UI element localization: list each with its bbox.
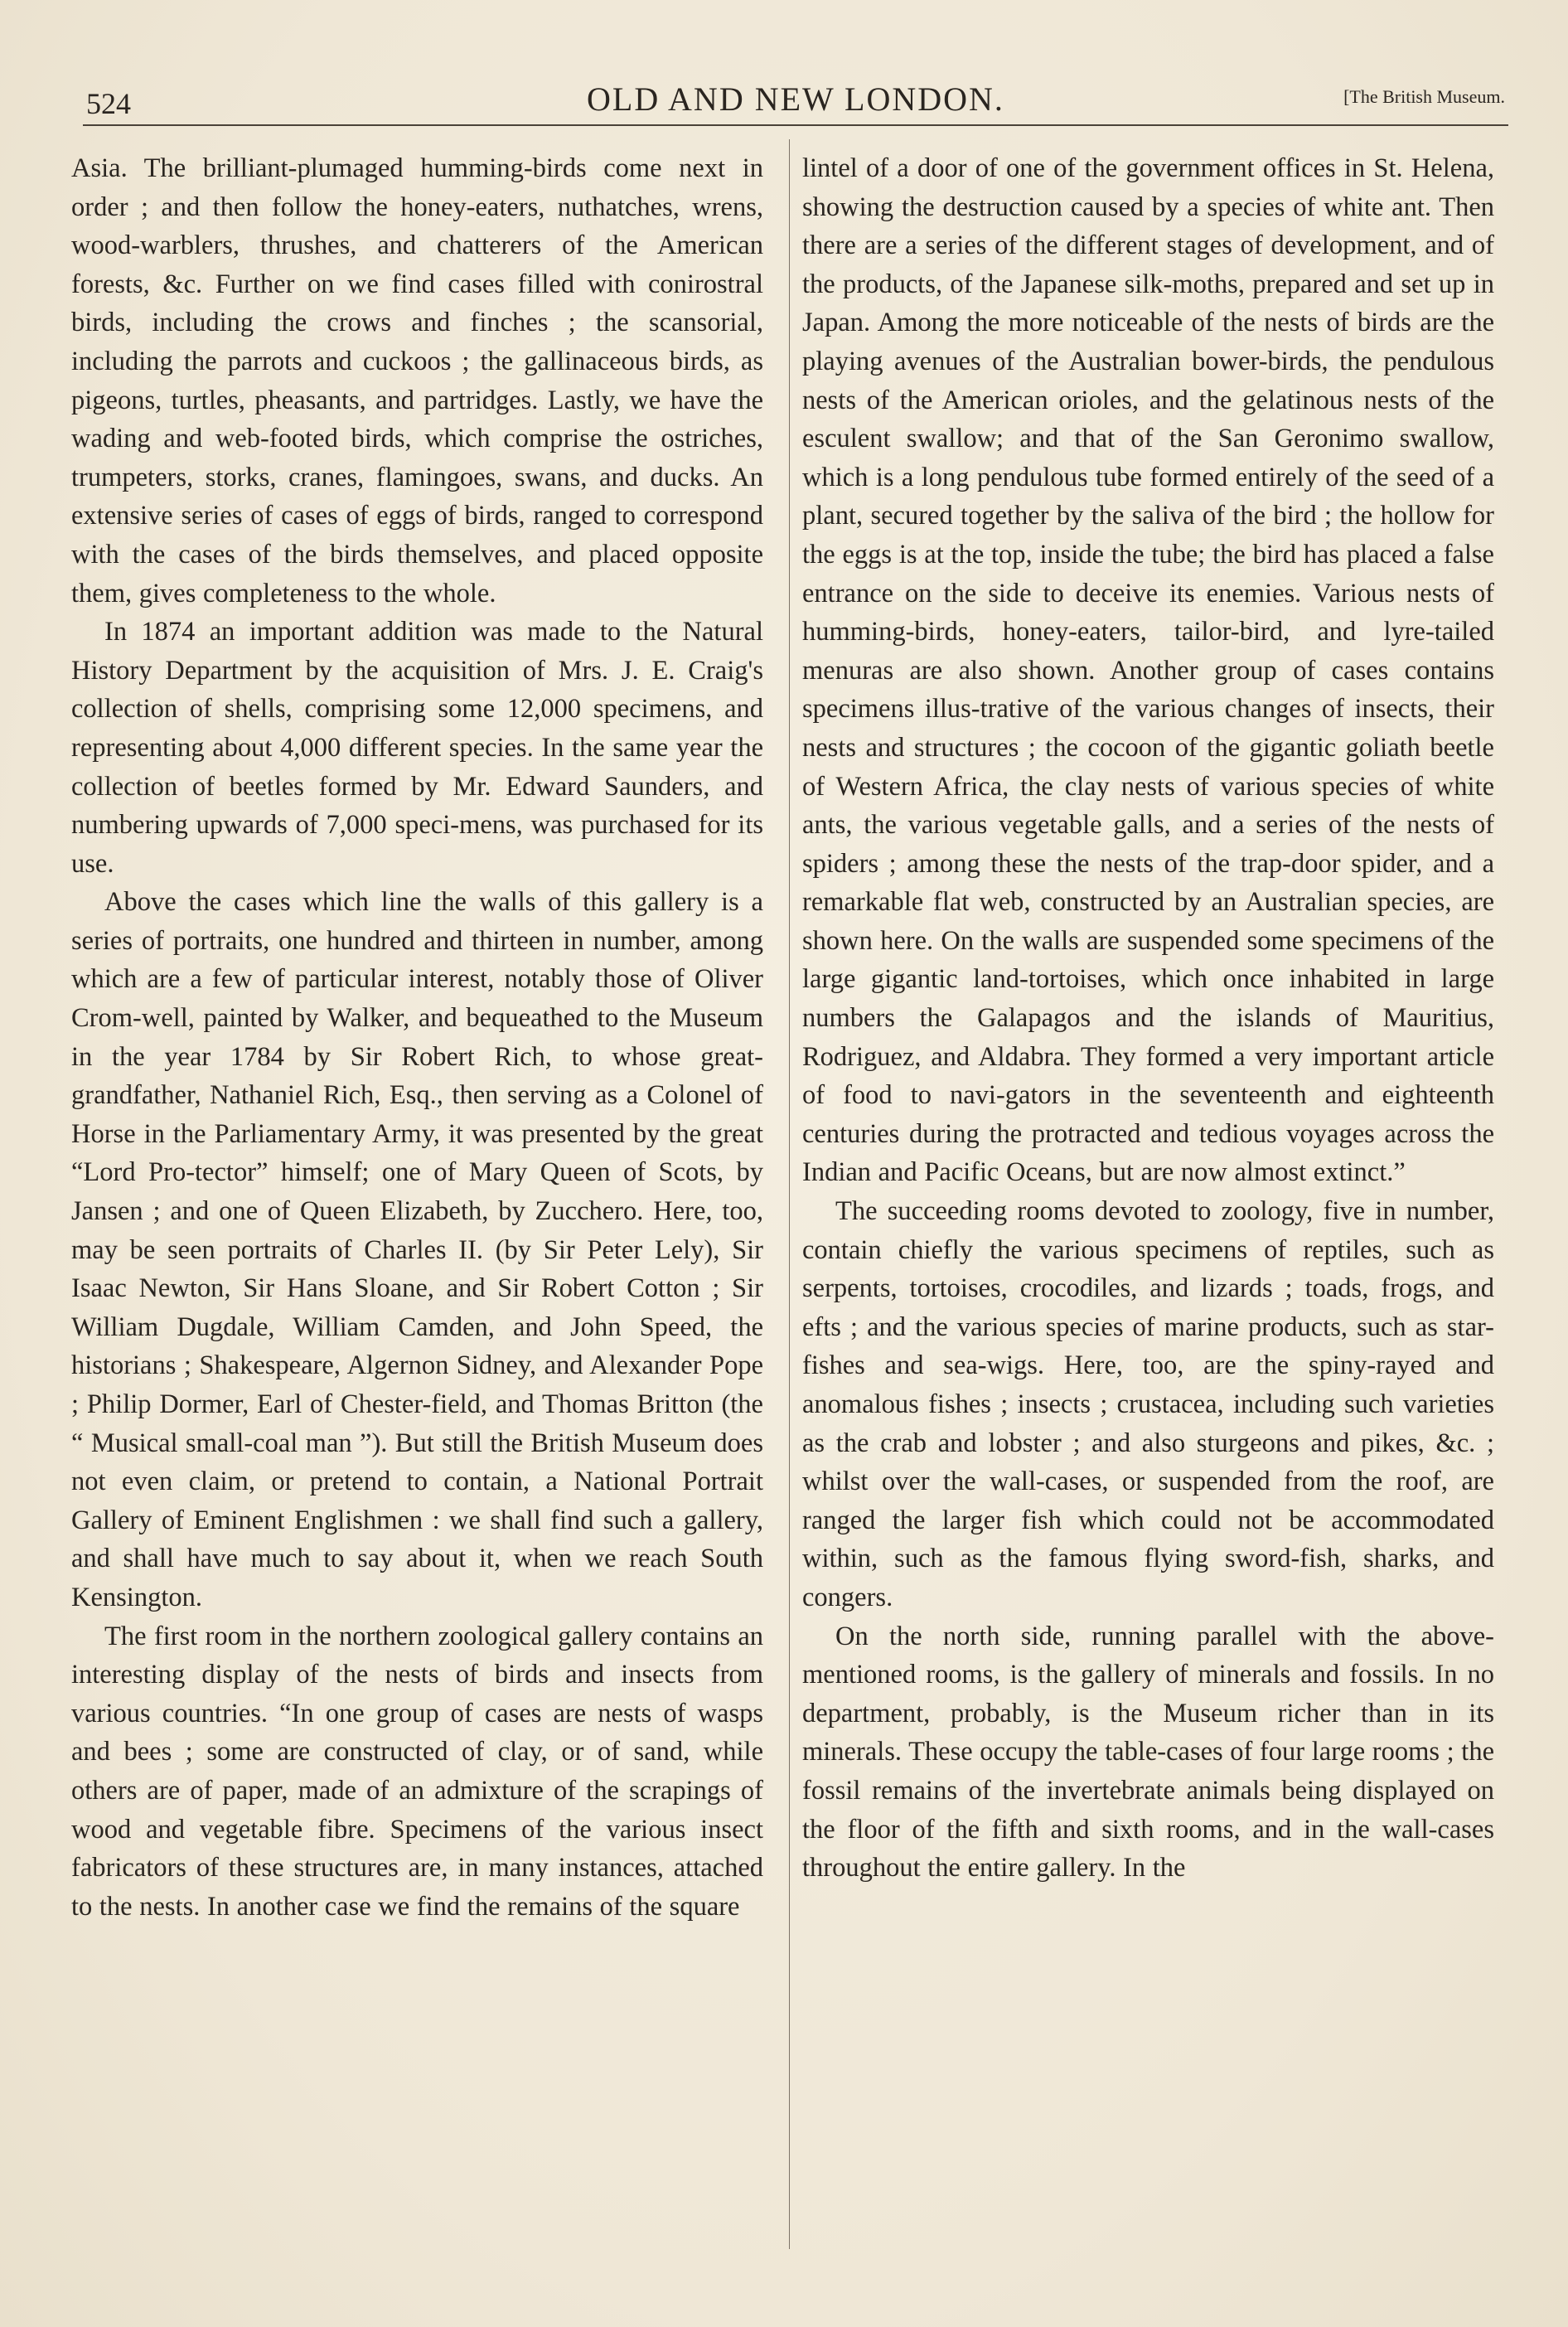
right-column [802, 149, 1494, 1888]
paragraph: On the north side, running parallel with the above-mentioned rooms, is the gallery of minerals and fossils. In no department, probably, is the Museum richer than in its minerals. These occupy the table-cases of four large rooms ; the fossil remains of the invertebrate animals being displayed on the floor of the fifth and sixth rooms, and in the wall-cases throughout the entire gallery. In the [802, 1621, 1494, 1883]
running-head [83, 76, 1508, 123]
paragraph: lintel of a door of one of the government offices in St. Helena, showing the destruction caused by a species of white ant. Then there are a series of the different stages of development, and of the products, of the Japanese silk-moths, prepared and set up in Japan. Among the more noticeable of the nests of birds are the playing avenues of the Australian bower-birds, the pendulous nests of the American orioles, and the gelatinous nests of the esculent swallow; and that of the San Geronimo swallow, which is a long pendulous tube formed entirely of the seed of a plant, secured together by the saliva of the bird ; the hollow for the eggs is at the top, inside the tube; the bird has placed a false entrance on the side to deceive its enemies. Various nests of humming-birds, honey-eaters, tailor-bird, and lyre-tailed menuras are also shown. Another group of cases contains specimens illus-trative of the various changes of insects, their nests and structures ; the cocoon of the gigantic goliath beetle of Western Africa, the clay nests of various species of white ants, the various vegetable galls, and a series of the nests of spiders ; among these the nests of the trap-door spider, and a remarkable flat web, constructed by an Australian species, are shown here. On the walls are suspended some specimens of the large gigantic land-tortoises, which once inhabited in large numbers the Galapagos and the islands of Mauritius, Rodriguez, and Aldabra. They formed a very important article of food to navi-gators in the seventeenth and eighteenth centuries during the protracted and tedious voyages across the Indian and Pacific Oceans, but are now almost extinct.” [802, 153, 1494, 1188]
paragraph: In 1874 an important addition was made to the Natural History Department by the acquisition of Mrs. J. E. Craig's collection of shells, comprising some 12,000 specimens, and representing about 4,000 different species. In the same year the collection of beetles formed by Mr. Edward Saunders, and numbering upwards of 7,000 speci-mens, was purchased for its use. [71, 617, 763, 879]
page-number: 524 [86, 87, 131, 120]
running-title: OLD AND NEW LONDON. [587, 80, 1004, 118]
section-label: [The British Museum. [1343, 86, 1505, 107]
paragraph: The first room in the northern zoological gallery contains an interesting display of the nests of birds and insects from various countries. “In one group of cases are nests of wasps and bees ; some are constructed of clay, or of sand, while others are of paper, made of an admixture of the scrapings of wood and vegetable fibre. Specimens of the various insect fabricators of these structures are, in many instances, attached to the nests. In another case we find the remains of the square [71, 1621, 763, 1922]
paragraph: Above the cases which line the walls of this gallery is a series of portraits, one hundred and thirteen in number, among which are a few of particular interest, notably those of Oliver Crom-well, painted by Walker, and bequeathed to the Museum in the year 1784 by Sir Robert Rich, to whose great-grandfather, Nathaniel Rich, Esq., then serving as a Colonel of Horse in the Parliamentary Army, it was presented by the great “Lord Pro-tector” himself; one of Mary Queen of Scots, by Jansen ; and one of Queen Elizabeth, by Zucchero. Here, too, may be seen portraits of Charles II. (by Sir Peter Lely), Sir Isaac Newton, Sir Hans Sloane, and Sir Robert Cotton ; Sir William Dugdale, William Camden, and John Speed, the historians ; Shakespeare, Algernon Sidney, and Alexander Pope ; Philip Dormer, Earl of Chester-field, and Thomas Britton (the “ Musical small-coal man ”). But still the British Museum does not even claim, or pretend to contain, a National Portrait Gallery of Eminent Englishmen : we shall find such a gallery, and shall have much to say about it, when we reach South Kensington. [71, 887, 763, 1612]
paragraph: The succeeding rooms devoted to zoology, five in number, contain chiefly the various specimens of reptiles, such as serpents, tortoises, crocodiles, and lizards ; toads, frogs, and efts ; and the various species of marine products, such as star-fishes and sea-wigs. Here, too, are the spiny-rayed and anomalous fishes ; insects ; crustacea, including such varieties as the crab and lobster ; and also sturgeons and pikes, &c. ; whilst over the wall-cases, or suspended from the roof, are ranged the larger fish which could not be accommodated within, such as the famous flying sword-fish, sharks, and congers. [802, 1196, 1494, 1612]
left-column [71, 149, 763, 1926]
paragraph: Asia. The brilliant-plumaged humming-birds come next in order ; and then follow the honey-eaters, nuthatches, wrens, wood-warblers, thrushes, and chatterers of the American forests, &c. Further on we find cases filled with conirostral birds, including the crows and finches ; the scansorial, including the parrots and cuckoos ; the gallinaceous birds, as pigeons, turtles, pheasants, and partridges. Lastly, we have the wading and web-footed birds, which comprise the ostriches, trumpeters, storks, cranes, flamingoes, swans, and ducks. An extensive series of cases of eggs of birds, ranged to correspond with the cases of the birds themselves, and placed opposite them, gives completeness to the whole. [71, 153, 763, 608]
header-rule [83, 124, 1508, 126]
column-divider [789, 139, 790, 2249]
